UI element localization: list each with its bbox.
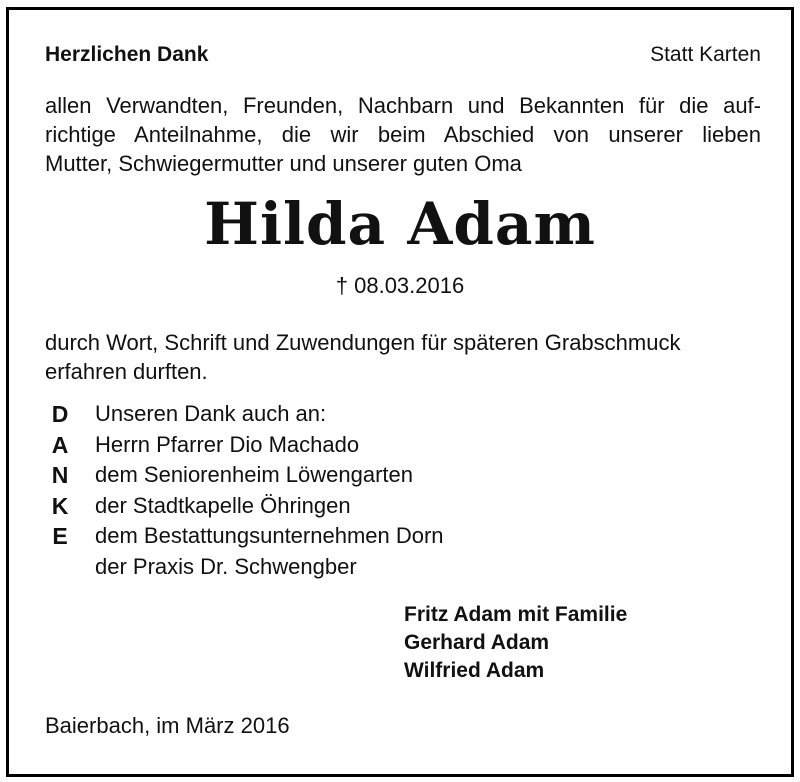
heading-thanks: Herzlichen Dank: [45, 43, 209, 66]
thanks-line: dem Seniorenheim Löwengarten: [95, 462, 413, 488]
family-member: Wilfried Adam: [404, 659, 545, 682]
body-line: erfahren durften.: [45, 359, 208, 384]
danke-letter: K: [51, 492, 69, 519]
family-member: Fritz Adam mit Familie: [404, 603, 628, 626]
place-date-footer: Baierbach, im März 2016: [45, 713, 290, 738]
thanks-line: der Stadtkapelle Öhringen: [95, 492, 351, 518]
family-signature: [404, 601, 627, 685]
intro-paragraph: [45, 91, 761, 178]
intro-line: Mutter, Schwiegermutter und unserer guten Oma: [45, 151, 522, 176]
family-member: Gerhard Adam: [404, 631, 550, 654]
body-paragraph: [45, 328, 761, 386]
danke-letter: N: [51, 462, 69, 489]
danke-letter: A: [51, 431, 69, 458]
thanks-line: der Praxis Dr. Schwengber: [95, 553, 357, 579]
intro-line: allen Verwandten, Freunden, Nachbarn und Bekannten für die auf-: [45, 93, 761, 118]
danke-letter: D: [51, 401, 69, 427]
thanks-list: [95, 399, 444, 583]
danke-vertical: [45, 399, 75, 552]
thanks-line: Unseren Dank auch an:: [95, 401, 327, 426]
danke-letter: E: [52, 523, 68, 550]
death-date: † 08.03.2016: [335, 273, 465, 298]
heading-instead-of-cards: Statt Karten: [650, 43, 761, 66]
deceased-name: Hilda Adam: [204, 190, 596, 258]
body-line: durch Wort, Schrift und Zuwendungen für späteren Grabschmuck: [45, 330, 681, 355]
obituary-notice: [6, 7, 794, 777]
thanks-line: dem Bestattungsunternehmen Dorn: [95, 523, 444, 549]
thanks-line: Herrn Pfarrer Dio Machado: [95, 431, 360, 457]
intro-line: richtige Anteilnahme, die wir beim Abschied von unserer lieben: [45, 122, 761, 147]
